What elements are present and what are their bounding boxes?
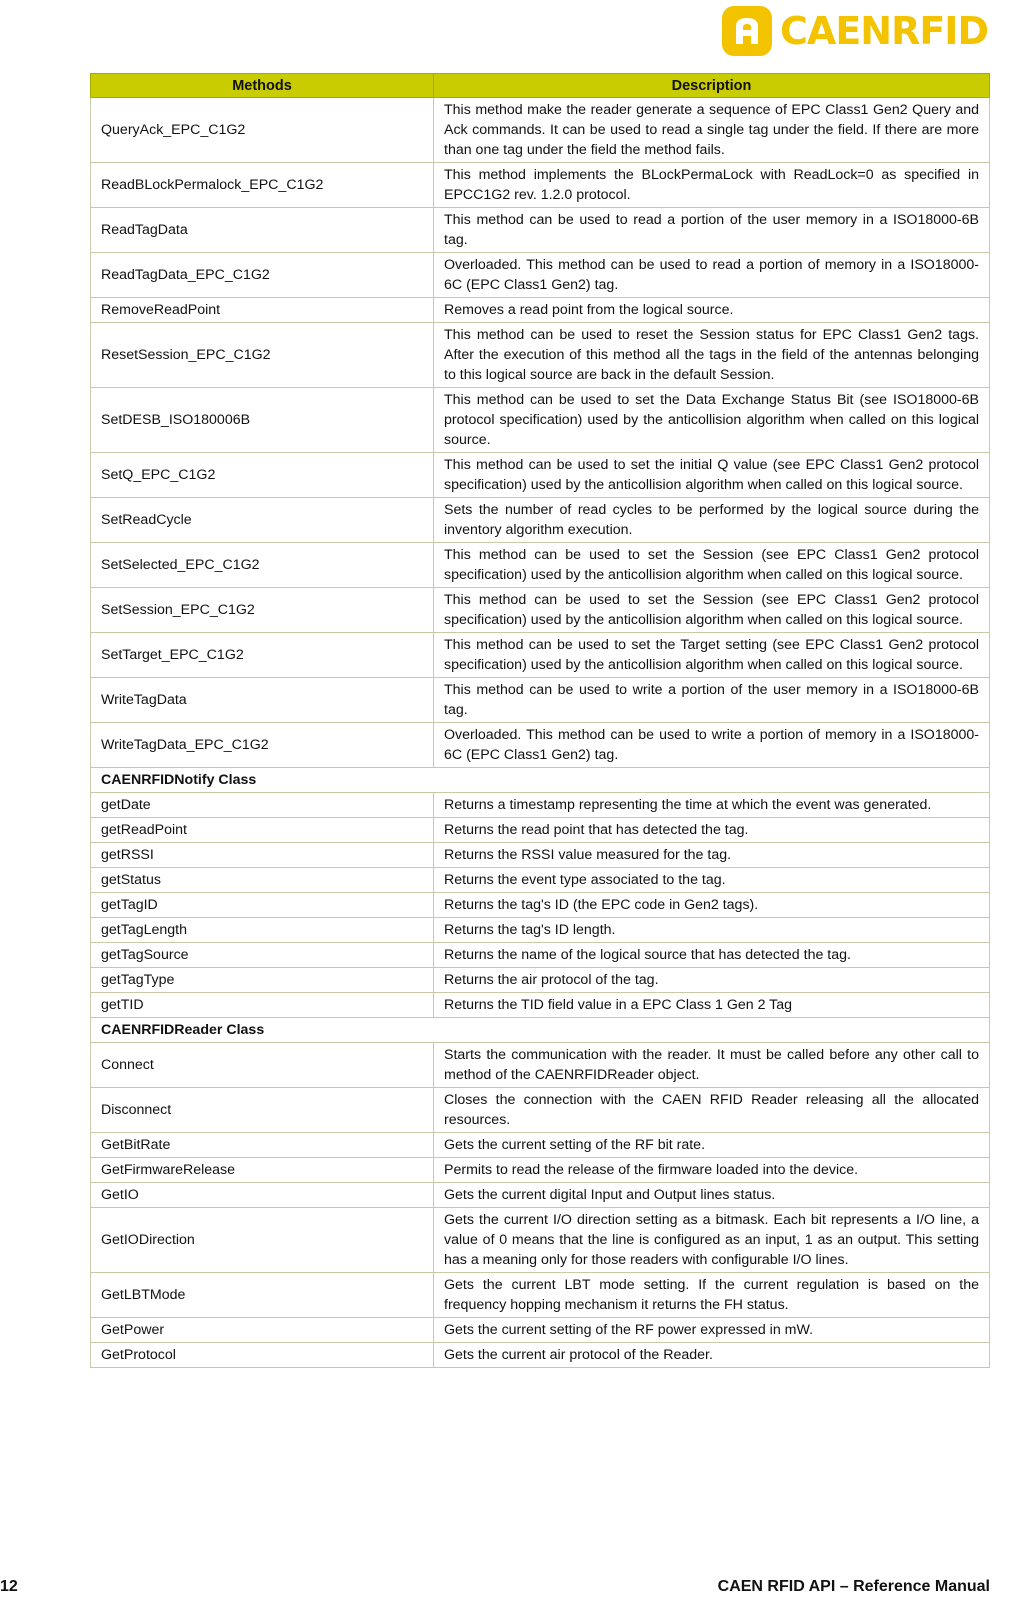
caenrfid-logo-mark xyxy=(722,6,772,56)
method-name: getReadPoint xyxy=(91,818,434,843)
table-row xyxy=(91,843,990,868)
method-description: Returns a timestamp representing the time at which the event was generated. xyxy=(434,793,990,818)
table-row xyxy=(91,388,990,453)
method-name: GetIODirection xyxy=(91,1208,434,1273)
method-description: This method can be used to set the initial Q value (see EPC Class1 Gen2 protocol specification) used by the anticollision algorithm when called on this logical source. xyxy=(434,453,990,498)
table-row xyxy=(91,98,990,163)
table-row xyxy=(91,1043,990,1088)
table-body xyxy=(91,98,990,1368)
method-name: ReadTagData xyxy=(91,208,434,253)
table-row xyxy=(91,1183,990,1208)
method-name: GetPower xyxy=(91,1318,434,1343)
method-name: ReadBLockPermalock_EPC_C1G2 xyxy=(91,163,434,208)
header-description: Description xyxy=(434,74,990,98)
method-description: This method implements the BLockPermaLock with ReadLock=0 as specified in EPCC1G2 rev. 1.2.0 protocol. xyxy=(434,163,990,208)
method-name: GetIO xyxy=(91,1183,434,1208)
method-name: SetSelected_EPC_C1G2 xyxy=(91,543,434,588)
method-description: Permits to read the release of the firmware loaded into the device. xyxy=(434,1158,990,1183)
table-row xyxy=(91,298,990,323)
method-description: Returns the event type associated to the tag. xyxy=(434,868,990,893)
method-description: This method make the reader generate a sequence of EPC Class1 Gen2 Query and Ack commands. It can be used to read a single tag under the field. If there are more than one tag under the field the method fails. xyxy=(434,98,990,163)
method-description: Closes the connection with the CAEN RFID Reader releasing all the allocated resources. xyxy=(434,1088,990,1133)
table-row xyxy=(91,1133,990,1158)
section-row xyxy=(91,1018,990,1043)
method-description: This method can be used to set the Data Exchange Status Bit (see ISO18000-6B protocol specification) used by the anticollision algorithm when called on this logical source. xyxy=(434,388,990,453)
method-name: getTagID xyxy=(91,893,434,918)
method-description: This method can be used to read a portion of the user memory in a ISO18000-6B tag. xyxy=(434,208,990,253)
table-row xyxy=(91,498,990,543)
table-row xyxy=(91,723,990,768)
method-description: Overloaded. This method can be used to write a portion of memory in a ISO18000-6C (EPC Class1 Gen2) tag. xyxy=(434,723,990,768)
page-number: 12 xyxy=(0,1578,18,1595)
method-description: Gets the current air protocol of the Reader. xyxy=(434,1343,990,1368)
table-row xyxy=(91,1088,990,1133)
method-description: Returns the name of the logical source that has detected the tag. xyxy=(434,943,990,968)
methods-table xyxy=(90,73,990,1368)
table-row xyxy=(91,588,990,633)
method-name: QueryAck_EPC_C1G2 xyxy=(91,98,434,163)
method-name: ResetSession_EPC_C1G2 xyxy=(91,323,434,388)
method-name: getTID xyxy=(91,993,434,1018)
table-row xyxy=(91,208,990,253)
table-row xyxy=(91,893,990,918)
method-name: Connect xyxy=(91,1043,434,1088)
caenrfid-logo xyxy=(722,0,988,62)
method-name: SetTarget_EPC_C1G2 xyxy=(91,633,434,678)
table-row xyxy=(91,993,990,1018)
table-row xyxy=(91,968,990,993)
table-row xyxy=(91,1158,990,1183)
method-name: ReadTagData_EPC_C1G2 xyxy=(91,253,434,298)
table-row xyxy=(91,1273,990,1318)
method-description: Starts the communication with the reader. It must be called before any other call to method of the CAENRFIDReader object. xyxy=(434,1043,990,1088)
method-description: Returns the air protocol of the tag. xyxy=(434,968,990,993)
table-row xyxy=(91,868,990,893)
method-description: This method can be used to set the Session (see EPC Class1 Gen2 protocol specification) used by the anticollision algorithm when called on this logical source. xyxy=(434,543,990,588)
table-row xyxy=(91,943,990,968)
table-row xyxy=(91,1208,990,1273)
method-name: GetFirmwareRelease xyxy=(91,1158,434,1183)
table-row xyxy=(91,453,990,498)
method-name: SetQ_EPC_C1G2 xyxy=(91,453,434,498)
table-row xyxy=(91,163,990,208)
table-header-row xyxy=(91,74,990,98)
method-name: getTagLength xyxy=(91,918,434,943)
section-title: CAENRFIDReader Class xyxy=(91,1018,990,1043)
method-name: Disconnect xyxy=(91,1088,434,1133)
method-name: SetDESB_ISO180006B xyxy=(91,388,434,453)
table-row xyxy=(91,678,990,723)
method-description: Returns the read point that has detected the tag. xyxy=(434,818,990,843)
method-description: Gets the current LBT mode setting. If the current regulation is based on the frequency hopping mechanism it returns the FH status. xyxy=(434,1273,990,1318)
method-description: Returns the RSSI value measured for the tag. xyxy=(434,843,990,868)
method-name: getDate xyxy=(91,793,434,818)
table-row xyxy=(91,1343,990,1368)
method-description: Returns the TID field value in a EPC Class 1 Gen 2 Tag xyxy=(434,993,990,1018)
section-row xyxy=(91,768,990,793)
method-name: getRSSI xyxy=(91,843,434,868)
table-row xyxy=(91,818,990,843)
method-name: GetProtocol xyxy=(91,1343,434,1368)
table-row xyxy=(91,253,990,298)
method-description: Sets the number of read cycles to be performed by the logical source during the inventory algorithm execution. xyxy=(434,498,990,543)
method-name: WriteTagData xyxy=(91,678,434,723)
method-name: GetLBTMode xyxy=(91,1273,434,1318)
method-description: This method can be used to reset the Session status for EPC Class1 Gen2 tags. After the execution of this method all the tags in the field of the antennas belonging to this logical source are back in the default Session. xyxy=(434,323,990,388)
method-name: SetSession_EPC_C1G2 xyxy=(91,588,434,633)
method-description: Returns the tag's ID length. xyxy=(434,918,990,943)
caenrfid-logo-text: CAENRFID xyxy=(780,9,988,53)
header-methods: Methods xyxy=(91,74,434,98)
method-name: getStatus xyxy=(91,868,434,893)
method-name: GetBitRate xyxy=(91,1133,434,1158)
method-name: WriteTagData_EPC_C1G2 xyxy=(91,723,434,768)
method-description: This method can be used to set the Target setting (see EPC Class1 Gen2 protocol specification) used by the anticollision algorithm when called on this logical source. xyxy=(434,633,990,678)
method-description: Gets the current setting of the RF bit rate. xyxy=(434,1133,990,1158)
table-row xyxy=(91,323,990,388)
method-description: Overloaded. This method can be used to read a portion of memory in a ISO18000-6C (EPC Class1 Gen2) tag. xyxy=(434,253,990,298)
method-description: This method can be used to set the Session (see EPC Class1 Gen2 protocol specification) used by the anticollision algorithm when called on this logical source. xyxy=(434,588,990,633)
method-description: Removes a read point from the logical source. xyxy=(434,298,990,323)
table-row xyxy=(91,543,990,588)
document-title: CAEN RFID API – Reference Manual xyxy=(717,1578,990,1595)
method-description: Gets the current digital Input and Output lines status. xyxy=(434,1183,990,1208)
table-row xyxy=(91,633,990,678)
section-title: CAENRFIDNotify Class xyxy=(91,768,990,793)
method-description: Gets the current I/O direction setting as a bitmask. Each bit represents a I/O line, a value of 0 means that the line is configured as an input, 1 as an output. This setting has a meaning only for those readers with configurable I/O lines. xyxy=(434,1208,990,1273)
table-row xyxy=(91,793,990,818)
table-row xyxy=(91,1318,990,1343)
table-row xyxy=(91,918,990,943)
method-name: RemoveReadPoint xyxy=(91,298,434,323)
method-name: getTagType xyxy=(91,968,434,993)
method-name: SetReadCycle xyxy=(91,498,434,543)
method-description: This method can be used to write a portion of the user memory in a ISO18000-6B tag. xyxy=(434,678,990,723)
method-description: Returns the tag's ID (the EPC code in Gen2 tags). xyxy=(434,893,990,918)
method-description: Gets the current setting of the RF power expressed in mW. xyxy=(434,1318,990,1343)
method-name: getTagSource xyxy=(91,943,434,968)
